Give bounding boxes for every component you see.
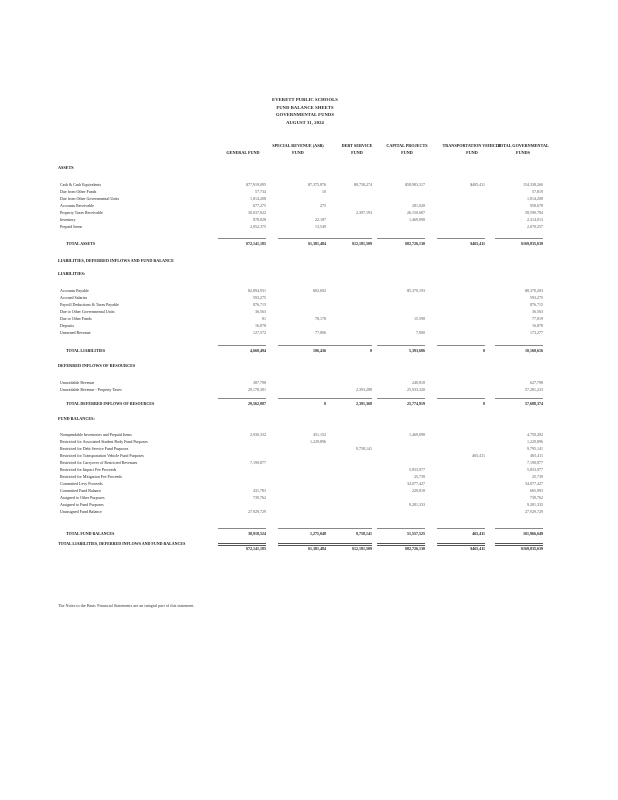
- total-rule: [324, 398, 372, 399]
- total-rule: [218, 398, 266, 399]
- cell-value: 57,734: [255, 189, 266, 194]
- total-rule: [495, 398, 543, 399]
- section-header: FUND BALANCES:: [58, 416, 95, 421]
- cell-value: 2,397,193: [356, 210, 372, 215]
- table-row: [0, 509, 618, 515]
- cell-value: $12,181,509: [352, 546, 372, 551]
- title-funds: GOVERNMENTAL FUNDS: [276, 112, 334, 117]
- total-rule: [495, 345, 543, 346]
- table-row: [0, 460, 618, 466]
- table-row: [0, 210, 618, 216]
- cell-value: 25,739: [532, 474, 543, 479]
- row-label: Unavailable Revenue: [60, 380, 95, 385]
- cell-value: $77,919,095: [246, 182, 266, 187]
- cell-value: 1,229,896: [310, 439, 326, 444]
- cell-value: 229,818: [412, 488, 425, 493]
- total-rule: [377, 398, 425, 399]
- total-row: [0, 241, 618, 247]
- cell-value: 57,281,233: [525, 387, 543, 392]
- cell-value: 27,929,729: [248, 509, 266, 514]
- cell-value: 16,878: [255, 323, 266, 328]
- cell-value: $5,370,193: [407, 288, 425, 293]
- total-rule: [218, 238, 266, 239]
- column-header-special-revenue: SPECIAL REVENUE (ASB) FUND: [272, 143, 324, 155]
- cell-value: 2,070,257: [527, 224, 543, 229]
- cell-value: 36,563: [255, 309, 266, 314]
- table-row: [0, 309, 618, 315]
- cell-value: 7,900: [416, 330, 425, 335]
- table-row: [0, 502, 618, 508]
- row-label: Nonspendable Inventories and Prepaid Items: [60, 432, 132, 437]
- table-row: [0, 495, 618, 501]
- row-label: Property Taxes Receivable: [60, 210, 103, 215]
- row-label: Restricted for Carryover of Restricted Revenues: [60, 460, 138, 465]
- cell-value: 77,819: [532, 316, 543, 321]
- table-row: [0, 488, 618, 494]
- total-row: [0, 348, 618, 354]
- cell-value: 593,275: [253, 295, 266, 300]
- cell-value: 58,590,784: [525, 210, 543, 215]
- cell-value: 275: [320, 203, 326, 208]
- cell-value: 7,190,877: [527, 460, 543, 465]
- total-rule: [218, 345, 266, 346]
- table-row: [0, 224, 618, 230]
- row-label: Inventory: [60, 217, 76, 222]
- cell-value: $72,141,185: [246, 241, 266, 246]
- row-label: Assigned to Other Purposes: [60, 495, 105, 500]
- cell-value: 25,774,919: [407, 401, 425, 406]
- total-rule: [437, 345, 485, 346]
- row-label: TOTAL LIABILITIES, DEFERRED INFLOWS AND FUND BALANCES: [58, 541, 186, 546]
- total-row: [0, 531, 618, 537]
- row-label: Deposits: [60, 323, 74, 328]
- cell-value: 431,783: [253, 488, 266, 493]
- cell-value: 26,150,687: [407, 210, 425, 215]
- cell-value: 13,549: [315, 224, 326, 229]
- row-label: Committed Levy Proceeds: [60, 481, 103, 486]
- cell-value: $1,381,484: [308, 241, 326, 246]
- cell-value: $465,411: [470, 546, 485, 551]
- cell-value: 5,833,977: [409, 467, 425, 472]
- cell-value: 15,598: [414, 316, 425, 321]
- cell-value: $2,894,931: [248, 288, 266, 293]
- total-rule: [437, 398, 485, 399]
- row-label: Restricted for Transportation Vehicle Fund Purposes: [60, 453, 144, 458]
- total-rule: [495, 238, 543, 239]
- cell-value: 0: [483, 401, 485, 406]
- total-rule: [377, 528, 425, 529]
- cell-value: 9,281,333: [527, 502, 543, 507]
- section-header: LIABILITIES:: [58, 271, 86, 276]
- footnote: The Notes to the Basic Financial Statements are an integral part of this statement.: [58, 603, 195, 608]
- total-rule: [495, 528, 543, 529]
- cell-value: 465,411: [472, 453, 485, 458]
- cell-value: 0: [324, 401, 326, 406]
- title-district: EVERETT PUBLIC SCHOOLS: [272, 97, 338, 102]
- row-label: Restricted for Impact Fee Proceeds: [60, 467, 117, 472]
- cell-value: 876,715: [253, 302, 266, 307]
- cell-value: 876,715: [530, 302, 543, 307]
- table-row: [0, 302, 618, 308]
- total-rule: [278, 528, 326, 529]
- cell-value: $82,726,130: [405, 241, 425, 246]
- cell-value: 81: [262, 316, 266, 321]
- column-header-capital-projects: CAPITAL PROJECTS FUND: [386, 143, 428, 155]
- table-row: [0, 316, 618, 322]
- cell-value: 29,178,391: [248, 387, 266, 392]
- row-label: Prepaid Items: [60, 224, 83, 229]
- cell-value: 10,160,616: [525, 348, 543, 353]
- cell-value: 29,562,087: [248, 401, 266, 406]
- cell-value: 77,806: [315, 330, 326, 335]
- table-row: [0, 446, 618, 452]
- row-label: Unassigned Fund Balance: [60, 509, 102, 514]
- cell-value: $405,411: [470, 182, 485, 187]
- total-rule: [278, 238, 326, 239]
- cell-value: $169,835,639: [521, 546, 543, 551]
- cell-value: $465,411: [470, 241, 485, 246]
- table-row: [0, 432, 618, 438]
- table-row: [0, 467, 618, 473]
- cell-value: 465,411: [472, 531, 485, 536]
- table-row: [0, 439, 618, 445]
- row-label: Unavailable Revenue - Property Taxes: [60, 387, 122, 392]
- table-row: [0, 295, 618, 301]
- total-rule: [278, 398, 326, 399]
- cell-value: 1,814,208: [250, 196, 266, 201]
- cell-value: 57,819: [532, 189, 543, 194]
- cell-value: 5,393,686: [409, 348, 425, 353]
- section-header: ASSETS: [58, 165, 74, 170]
- total-rule: [218, 528, 266, 529]
- table-row: [0, 481, 618, 487]
- cell-value: 1,469,098: [409, 217, 425, 222]
- table-row: [0, 182, 618, 188]
- cell-value: 958,678: [530, 203, 543, 208]
- cell-value: 51,557,525: [407, 531, 425, 536]
- section-header: DEFERRED INFLOWS OF RESOURCES: [58, 363, 136, 368]
- table-row: [0, 196, 618, 202]
- cell-value: 593,275: [530, 295, 543, 300]
- row-label: Accrued Salaries: [60, 295, 88, 300]
- table-row: [0, 217, 618, 223]
- cell-value: 4,750,282: [527, 432, 543, 437]
- cell-value: 1,469,098: [409, 432, 425, 437]
- row-label: Payroll Deductions & Taxes Payable: [60, 302, 119, 307]
- section-header: LIABILITIES, DEFERRED INFLOWS AND FUND BALANCE: [58, 258, 174, 263]
- cell-value: $1,381,484: [308, 546, 326, 551]
- cell-value: 465,411: [530, 453, 543, 458]
- cell-value: 57,688,374: [525, 401, 543, 406]
- cell-value: 5,833,977: [527, 467, 543, 472]
- cell-value: 2,314,013: [527, 217, 543, 222]
- row-label: Due to Other Funds: [60, 316, 92, 321]
- row-label: Restricted for Associated Student Body Fund Purposes: [60, 439, 148, 444]
- cell-value: 281,028: [412, 203, 425, 208]
- row-label: Due to Other Governmental Units: [60, 309, 115, 314]
- row-label: Cash & Cash Equivalents: [60, 182, 101, 187]
- table-row: [0, 288, 618, 294]
- cell-value: 34,077,427: [407, 481, 425, 486]
- row-label: TOTAL LIABILITIES: [66, 348, 106, 353]
- section-header-row: [0, 258, 618, 264]
- cell-value: $7,375,876: [308, 182, 326, 187]
- column-header-transportation-vehicle: TRANSPORTATION VEHICLE FUND: [442, 143, 502, 155]
- cell-value: 0: [483, 348, 485, 353]
- cell-value: 7,190,877: [250, 460, 266, 465]
- row-label: Unearned Revenue: [60, 330, 91, 335]
- section-header-row: [0, 165, 618, 171]
- row-label: Due from Other Funds: [60, 189, 97, 194]
- cell-value: 16,878: [532, 323, 543, 328]
- cell-value: 451,152: [313, 432, 326, 437]
- cell-value: 387,798: [253, 380, 266, 385]
- cell-value: 2,052,375: [250, 224, 266, 229]
- cell-value: 25,739: [414, 474, 425, 479]
- table-row: [0, 189, 618, 195]
- cell-value: 4,660,494: [250, 348, 266, 353]
- cell-value: 1,275,048: [310, 531, 326, 536]
- total-rule: [278, 345, 326, 346]
- row-label: TOTAL DEFERRED INFLOWS OF RESOURCES: [66, 401, 155, 406]
- cell-value: 106,436: [313, 348, 326, 353]
- section-header-row: [0, 363, 618, 369]
- total-rule: [437, 238, 485, 239]
- cell-value: 240,818: [412, 380, 425, 385]
- total-row: [0, 541, 618, 552]
- cell-value: $82,726,130: [405, 546, 425, 551]
- cell-value: 27,929,729: [525, 509, 543, 514]
- cell-value: 9,758,141: [356, 446, 372, 451]
- cell-value: 101,966,649: [523, 531, 543, 536]
- cell-value: 739,762: [253, 495, 266, 500]
- table-row: [0, 323, 618, 329]
- title-statement: FUND BALANCE SHEETS: [276, 104, 334, 110]
- cell-value: 9,281,333: [409, 502, 425, 507]
- cell-value: $72,141,185: [246, 546, 266, 551]
- cell-value: 665,993: [530, 488, 543, 493]
- cell-value: 22,187: [315, 217, 326, 222]
- cell-value: 34,077,427: [525, 481, 543, 486]
- row-label: Accounts Receivable: [60, 203, 94, 208]
- column-header-total: TOTAL GOVERNMENTAL FUNDS: [497, 143, 549, 155]
- cell-value: 739,762: [530, 495, 543, 500]
- table-row: [0, 474, 618, 480]
- cell-value: 36,563: [532, 309, 543, 314]
- total-rule: [437, 528, 485, 529]
- column-header-general: GENERAL FUND: [226, 149, 260, 155]
- cell-value: 30,037,922: [248, 210, 266, 215]
- cell-value: 38,918,524: [248, 531, 266, 536]
- cell-value: 78,178: [315, 316, 326, 321]
- section-header-row: [0, 416, 618, 422]
- title-date: AUGUST 31, 2024: [286, 119, 324, 125]
- table-row: [0, 380, 618, 386]
- cell-value: $9,758,274: [354, 182, 372, 187]
- row-label: Accounts Payable: [60, 288, 89, 293]
- cell-value: 0: [370, 348, 372, 353]
- column-header-debt-service: DEBT SERVICE FUND: [341, 143, 373, 155]
- total-rule: [377, 238, 425, 239]
- total-rule: [377, 345, 425, 346]
- statement-title: [230, 96, 380, 126]
- cell-value: $8,370,203: [525, 288, 543, 293]
- cell-value: $58,983,317: [405, 182, 425, 187]
- table-row: [0, 387, 618, 393]
- section-header-row: [0, 271, 618, 277]
- total-rule: [324, 345, 372, 346]
- row-label: TOTAL FUND BALANCES: [66, 531, 115, 536]
- row-label: Restricted for Debt Service Fund Purposes: [60, 446, 129, 451]
- cell-value: $169,835,639: [521, 241, 543, 246]
- table-row: [0, 453, 618, 459]
- cell-value: 1,814,208: [527, 196, 543, 201]
- cell-value: 9,795,141: [527, 446, 543, 451]
- cell-value: 10: [322, 189, 326, 194]
- cell-value: 9,758,141: [356, 531, 372, 536]
- cell-value: $12,181,509: [352, 241, 372, 246]
- total-rule: [324, 528, 372, 529]
- cell-value: 2,391,368: [356, 401, 372, 406]
- cell-value: 173,277: [530, 330, 543, 335]
- total-rule: [324, 238, 372, 239]
- cell-value: 25,933,320: [407, 387, 425, 392]
- row-label: Committed Fund Balance: [60, 488, 102, 493]
- row-label: Assigned to Fund Purposes: [60, 502, 104, 507]
- table-row: [0, 203, 618, 209]
- cell-value: 677,275: [253, 203, 266, 208]
- cell-value: 127,572: [253, 330, 266, 335]
- cell-value: 1,229,896: [527, 439, 543, 444]
- table-row: [0, 330, 618, 336]
- row-label: TOTAL ASSETS: [66, 241, 96, 246]
- cell-value: 878,028: [253, 217, 266, 222]
- total-row: [0, 401, 618, 407]
- cell-value: 2,393,288: [356, 387, 372, 392]
- row-label: Due from Other Governmental Units: [60, 196, 120, 201]
- cell-value: 2,930,332: [250, 432, 266, 437]
- row-label: Restricted for Mitigation Fee Proceeds: [60, 474, 122, 479]
- cell-value: $92,692: [313, 288, 326, 293]
- cell-value: 154,338,260: [523, 182, 543, 187]
- cell-value: 627,798: [530, 380, 543, 385]
